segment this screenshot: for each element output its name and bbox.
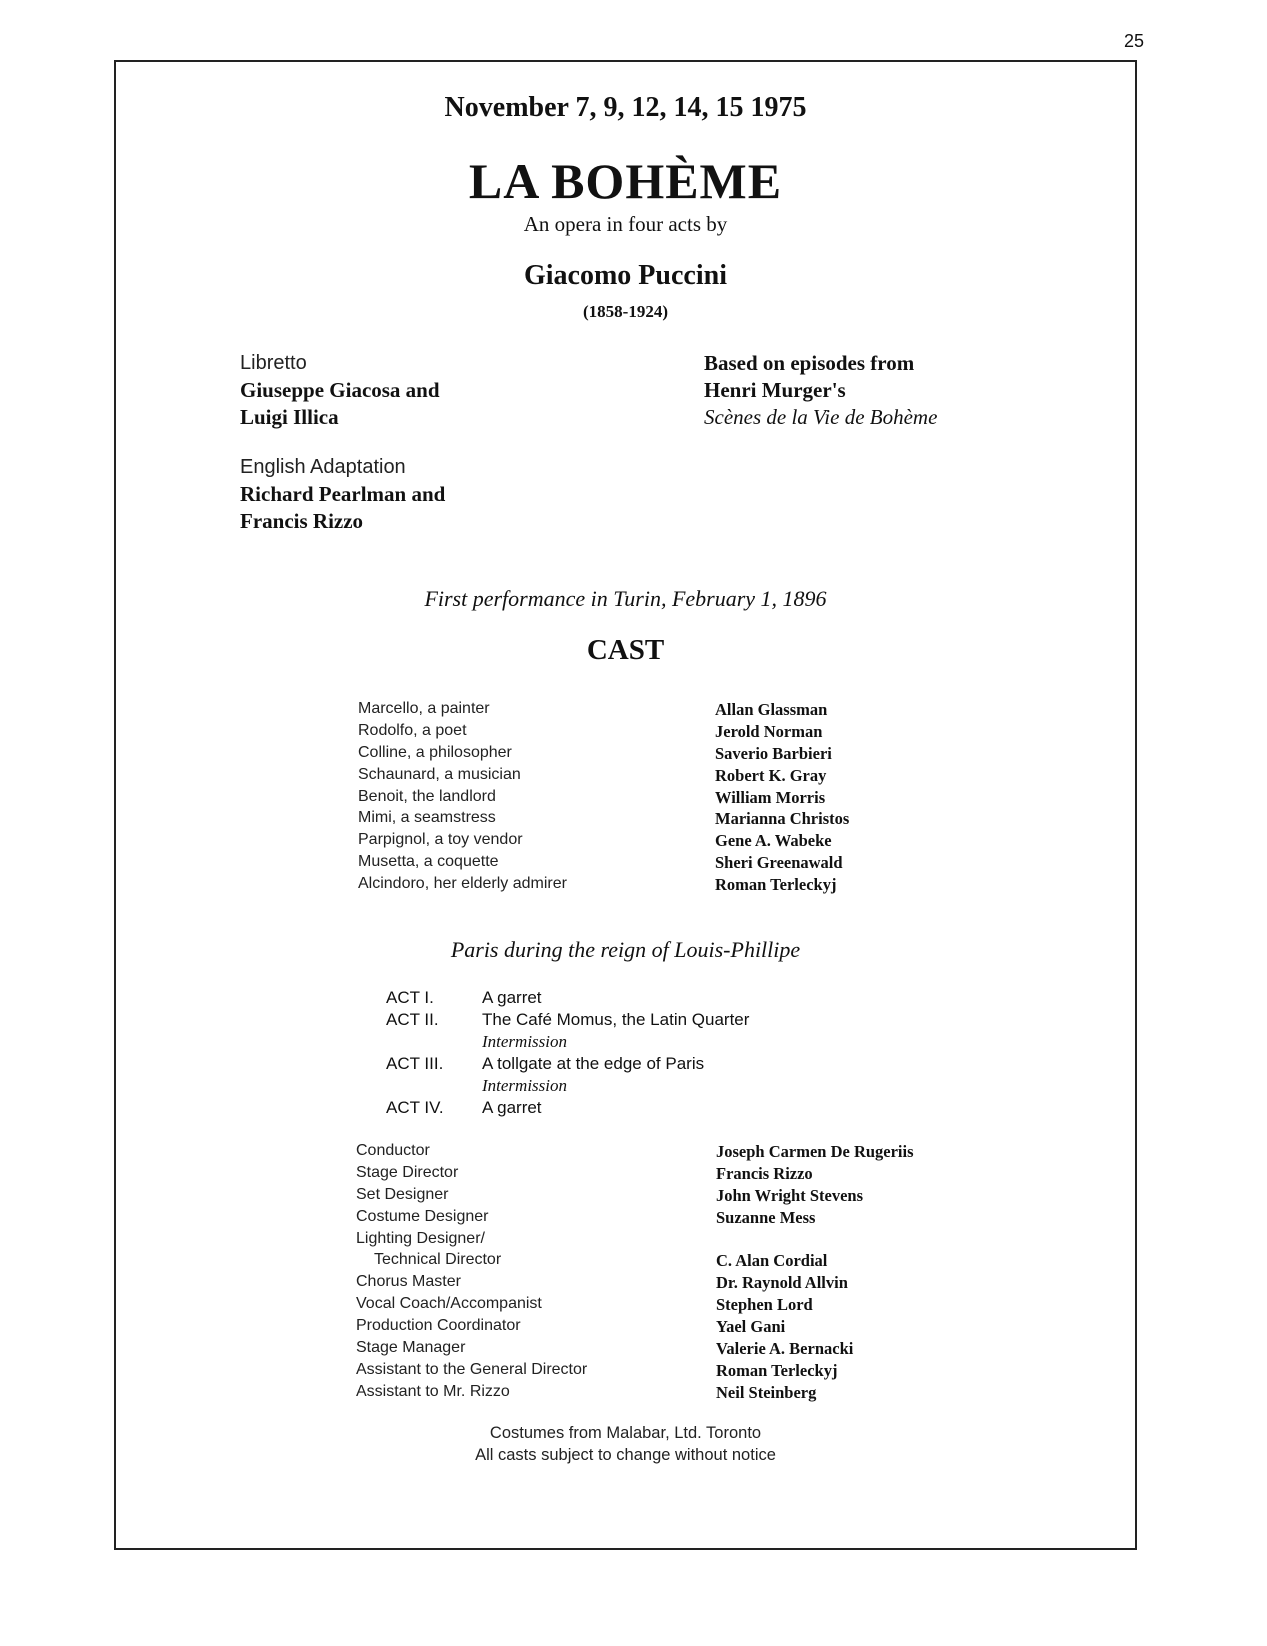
cast-row <box>358 853 918 875</box>
cast-list <box>358 700 918 897</box>
costume-credit: Costumes from Malabar, Ltd. Toronto <box>489 1424 762 1442</box>
libretto-label: Libretto <box>240 352 307 374</box>
source-work-title: Scènes de la Vie de Bohème <box>704 405 938 429</box>
premiere-note: First performance in Turin, February 1, 1896 <box>424 586 827 611</box>
staff-role: Set Designer <box>356 1185 449 1203</box>
staff-name: Neil Steinberg <box>716 1382 817 1402</box>
intermission-row <box>386 1032 866 1054</box>
source-credit <box>704 350 937 431</box>
act-label: ACT IV. <box>386 1098 444 1117</box>
staff-role: Technical Director <box>374 1251 502 1269</box>
performance-dates: November 7, 9, 12, 14, 15 1975 <box>444 92 807 123</box>
staff-role: Conductor <box>356 1142 430 1159</box>
staff-row <box>356 1251 996 1273</box>
libretto-line-1: Giuseppe Giacosa and <box>240 378 440 402</box>
staff-role: Stage Director <box>356 1163 459 1181</box>
opera-subtitle: An opera in four acts by <box>523 212 728 236</box>
cast-role: Mimi, a seamstress <box>358 809 496 827</box>
production-staff-list <box>356 1142 996 1405</box>
staff-role: Vocal Coach/Accompanist <box>356 1295 542 1313</box>
cast-change-notice: All casts subject to change without notice <box>475 1446 776 1464</box>
staff-row <box>356 1208 996 1230</box>
staff-row <box>356 1142 996 1164</box>
intermission-label: Intermission <box>482 1032 567 1051</box>
cast-role: Alcindoro, her elderly admirer <box>358 875 567 893</box>
staff-name: John Wright Stevens <box>716 1185 864 1205</box>
cast-name: Marianna Christos <box>715 809 850 829</box>
adaptation-label: English Adaptation <box>240 456 406 478</box>
staff-role: Chorus Master <box>356 1273 461 1291</box>
staff-role: Assistant to Mr. Rizzo <box>356 1382 510 1400</box>
cast-role: Benoit, the landlord <box>358 787 496 805</box>
cast-name: Jerold Norman <box>715 721 823 741</box>
cast-name: Saverio Barbieri <box>715 743 832 763</box>
act-label: ACT I. <box>386 988 434 1007</box>
staff-name: Roman Terleckyj <box>716 1360 838 1380</box>
cast-role: Schaunard, a musician <box>358 765 521 783</box>
opera-title: LA BOHÈME <box>468 153 783 209</box>
cast-row <box>358 744 918 766</box>
cast-name: Allan Glassman <box>715 700 828 719</box>
act-description: A garret <box>482 1098 542 1117</box>
cast-name: William Morris <box>715 787 826 807</box>
act-list <box>386 988 866 1120</box>
staff-name: Dr. Raynold Allvin <box>716 1273 848 1293</box>
cast-role: Rodolfo, a poet <box>358 721 467 739</box>
staff-role: Lighting Designer/ <box>356 1229 485 1247</box>
adaptation-credit <box>240 454 445 535</box>
cast-role: Musetta, a coquette <box>358 853 499 871</box>
act-row <box>386 1054 866 1076</box>
cast-name: Roman Terleckyj <box>715 875 837 895</box>
cast-row <box>358 788 918 810</box>
act-description: A garret <box>482 988 542 1007</box>
cast-name: Sheri Greenawald <box>715 853 843 873</box>
act-label: ACT II. <box>386 1010 439 1029</box>
staff-name: Valerie A. Bernacki <box>716 1339 854 1359</box>
cast-row <box>358 831 918 853</box>
cast-heading: CAST <box>586 634 665 666</box>
staff-role: Assistant to the General Director <box>356 1360 588 1378</box>
cast-role: Colline, a philosopher <box>358 743 512 761</box>
page-number: 25 <box>1123 31 1144 51</box>
composer-name: Giacomo Puccini <box>524 260 727 291</box>
setting-note: Paris during the reign of Louis-Phillipe <box>450 937 801 962</box>
staff-name: Yael Gani <box>716 1317 786 1337</box>
staff-row <box>356 1317 996 1339</box>
staff-row <box>356 1361 996 1383</box>
staff-row <box>356 1383 996 1405</box>
libretto-credit <box>240 350 440 431</box>
intermission-row <box>386 1076 866 1098</box>
adaptation-line-1: Richard Pearlman and <box>240 482 446 506</box>
act-row <box>386 1010 866 1032</box>
act-label: ACT III. <box>386 1054 444 1073</box>
libretto-line-2: Luigi Illica <box>240 405 339 429</box>
adaptation-line-2: Francis Rizzo <box>240 509 364 533</box>
program-frame <box>114 60 1137 1550</box>
act-description: A tollgate at the edge of Paris <box>482 1054 705 1073</box>
composer-years: (1858-1924) <box>583 302 668 321</box>
cast-role: Parpignol, a toy vendor <box>358 831 523 849</box>
cast-name: Robert K. Gray <box>715 765 827 785</box>
staff-row <box>356 1230 996 1252</box>
cast-row <box>358 809 918 831</box>
staff-name: Suzanne Mess <box>716 1207 816 1227</box>
cast-row <box>358 722 918 744</box>
source-line-2: Henri Murger's <box>704 378 846 402</box>
staff-name: Stephen Lord <box>716 1295 813 1315</box>
staff-row <box>356 1295 996 1317</box>
cast-row <box>358 875 918 897</box>
source-line-1: Based on episodes from <box>704 351 915 375</box>
intermission-label: Intermission <box>482 1076 567 1095</box>
staff-role: Stage Manager <box>356 1339 466 1357</box>
staff-row <box>356 1186 996 1208</box>
act-description: The Café Momus, the Latin Quarter <box>482 1010 750 1029</box>
staff-name: C. Alan Cordial <box>716 1251 828 1271</box>
staff-name: Joseph Carmen De Rugeriis <box>716 1142 914 1161</box>
staff-row <box>356 1164 996 1186</box>
cast-role: Marcello, a painter <box>358 700 490 717</box>
staff-role: Costume Designer <box>356 1207 489 1225</box>
staff-row <box>356 1339 996 1361</box>
act-row <box>386 1098 866 1120</box>
staff-row <box>356 1273 996 1295</box>
cast-name: Gene A. Wabeke <box>715 831 832 851</box>
cast-row <box>358 700 918 722</box>
act-row <box>386 988 866 1010</box>
staff-name: Francis Rizzo <box>716 1163 813 1183</box>
cast-row <box>358 766 918 788</box>
staff-role: Production Coordinator <box>356 1317 521 1335</box>
